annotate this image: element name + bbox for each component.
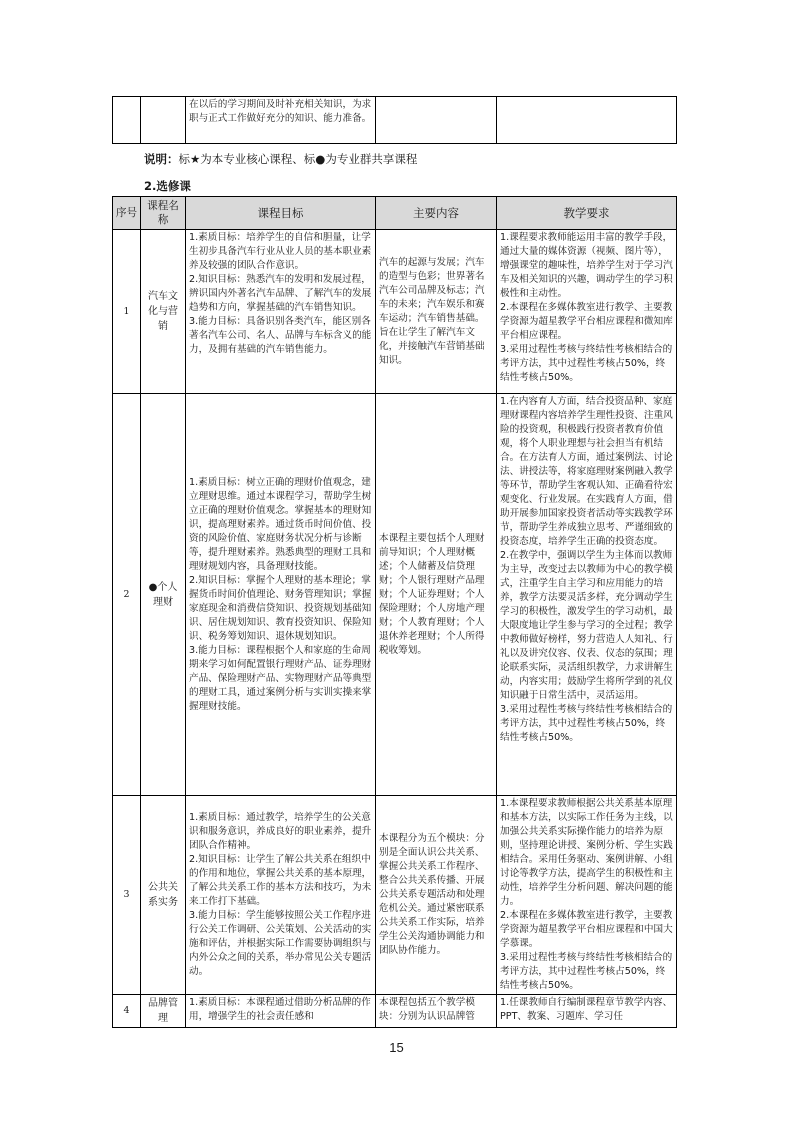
row-content: 本课程分为五个模块：分别是全面认识公共关系、掌握公共关系工作程序、整合公共关系传播、开展公共关系专题活动和处理危机公关。通过紧密联系公共关系工作实际，培养学生公关沟通协调能力和团队协作能力。: [376, 796, 497, 995]
page-number: 15: [389, 1040, 404, 1055]
row-requirement: 1.课程要求教师能运用丰富的教学手段，通过大量的媒体资源（视频、图片等），增强课堂的趣味性，培养学生对于学习汽车及相关知识的兴趣，调动学生的学习积极性和主动性。 2.本课程在多媒体教室进行教学、主要教学资源为超星教学平台相应课程和微知库平台相应课程。 3.采用过程性考核与终结性考核相结合的考评方法，其中过程性考核占50%，终结性考核占50%。: [497, 230, 677, 394]
table-row: [113, 394, 677, 796]
header-requirement: 教学要求: [497, 197, 677, 230]
row-requirement: 1.本课程要求教师根据公共关系基本原理和基本方法，以实际工作任务为主线，以加强公共关系实际操作能力的培养为原则，坚持理论讲授、案例分析、学生实践相结合。采用任务驱动、案例讲解、小组讨论等教学方法，提高学生的积极性和主动性，培养学生分析问题、解决问题的能力。 2.本课程在多媒体教室进行教学，主要教学资源为超星教学平台相应课程和中国大学慕课。 3.采用过程性考核与终结性考核相结合的考评方法，其中过程性考核占50%，终结性考核占50%。: [497, 796, 677, 995]
row-course-name: 品牌管理: [141, 995, 186, 1028]
cell-goal: 在以后的学习期间及时补充相关知识，为求职与正式工作做好充分的知识、能力准备。: [186, 97, 376, 144]
header-num: 序号: [113, 197, 141, 230]
table-row: [113, 230, 677, 394]
table-row: [113, 796, 677, 995]
row-goal: 1.素质目标：培养学生的自信和胆量，让学生初步具备汽车行业从业人员的基本职业素养及较强的团队合作意识。 2.知识目标：熟悉汽车的发明和发展过程，辨识国内外著名汽车品牌、了解汽车的发展趋势和方向，掌握基础的汽车销售知识。 3.能力目标：具备识别各类汽车，能区别各著名汽车公司、名人、品牌与车标含义的能力，及拥有基础的汽车销售能力。: [186, 230, 376, 394]
table-row: [113, 97, 677, 144]
row-goal: 1.素质目标：树立正确的理财价值观念，建立理财思维。通过本课程学习，帮助学生树立正确的理财价值观念。掌握基本的理财知识，提高理财素养。通过货币时间价值、投资的风险价值、家庭财务状况分析与诊断等，提升理财素养。熟悉典型的理财工具和理财规划内容，具备理财技能。 2.知识目标：掌握个人理财的基本理论；掌握货币时间价值理论、财务管理知识；掌握家庭现金和消费信贷知识、投资规划基础知识、居住规划知识、教育投资知识、保险知识、税务筹划知识、退休规划知识。 3.能力目标：课程根据个人和家庭的生命周期来学习如何配置银行理财产品、证券理财产品、保险理财产品、实物理财产品等典型的理财工具，通过案例分析与实训实操来掌握理财技能。: [186, 394, 376, 796]
row-num: 4: [113, 995, 141, 1028]
legend-note: [144, 151, 417, 167]
continuation-table: [112, 96, 677, 144]
row-requirement: 1.在内容育人方面，结合投资品种、家庭理财课程内容培养学生理性投资、注重风险的投资观，积极践行投资者教育价值观，将个人职业理想与社会担当有机结合。在方法育人方面，通过案例法、讨论法、讲授法等，将家庭理财案例融入教学等环节，帮助学生客观认知、正确看待宏观变化、行业发展。在实践育人方面，借助开展参加国家投资者活动等实践教学环节，帮助学生养成独立思考、严谨细致的投资态度，培养学生正确的投资态度。 2.在教学中，强调以学生为主体而以教师为主导，改变过去以教师为中心的教学模式，注重学生自主学习和应用能力的培养，教学方法要灵活多样，充分调动学生学习的积极性，激发学生的学习动机，最大限度地让学生参与学习的全过程；教学中教师做好榜样，努力营造人人知礼、行礼以及讲究仪容、仪表、仪态的氛围；理论联系实际，灵活组织教学，力求讲解生动，内容实用；鼓励学生将所学到的礼仪知识融于日常生活中，灵活运用。 3.采用过程性考核与终结性考核相结合的考评方法，其中过程性考核占50%，终结性考核占50%。: [497, 394, 677, 796]
row-course-name: 汽车文化与营销: [141, 230, 186, 394]
header-name: 课程名称: [141, 197, 186, 230]
row-requirement: 1.任课教师自行编制课程章节教学内容、PPT、教案、习题库、学习任: [497, 995, 677, 1028]
row-goal: 1.素质目标：通过教学，培养学生的公关意识和服务意识，养成良好的职业素养，提升团队合作精神。 2.知识目标：让学生了解公共关系在组织中的作用和地位，掌握公共关系的基本原理，了解公共关系工作的基本方法和技巧，为未来工作打下基础。 3.能力目标：学生能够按照公关工作程序进行公关工作调研、公关策划、公关活动的实施和评估，并根据实际工作需要协调组织与内外公众之间的关系，举办常见公关专题活动。: [186, 796, 376, 995]
row-content: 本课程包括五个教学模块：分别为认识品牌管: [376, 995, 497, 1028]
table-header-row: [113, 197, 677, 230]
cell-name: [141, 97, 186, 144]
row-content: 本课程主要包括个人理财前导知识；个人理财概述；个人储蓄及信贷理财；个人银行理财产品理财；个人证券理财；个人保险理财；个人房地产理财；个人教育理财；个人退休养老理财；个人所得税收筹划。: [376, 394, 497, 796]
row-num: 3: [113, 796, 141, 995]
note-text: 标★为本专业核心课程、标●为专业群共享课程: [178, 152, 418, 166]
header-goal: 课程目标: [186, 197, 376, 230]
row-num: 2: [113, 394, 141, 796]
elective-course-table: [112, 196, 677, 1028]
header-content: 主要内容: [376, 197, 497, 230]
cell-content: [376, 97, 497, 144]
note-label: 说明：: [144, 152, 179, 166]
row-goal: 1.素质目标：本课程通过借助分析品牌的作用，增强学生的社会责任感和: [186, 995, 376, 1028]
section-heading: 2.选修课: [144, 179, 191, 193]
row-course-name: ●个人理财: [141, 394, 186, 796]
row-course-name: 公共关系实务: [141, 796, 186, 995]
table-row: [113, 995, 677, 1028]
row-num: 1: [113, 230, 141, 394]
cell-num: [113, 97, 141, 144]
cell-requirement: [497, 97, 677, 144]
row-content: 汽车的起源与发展；汽车的造型与色彩；世界著名汽车公司品牌及标志；汽车的未来；汽车娱乐和赛车运动；汽车销售基础。旨在让学生了解汽车文化，并接触汽车营销基础知识。: [376, 230, 497, 394]
